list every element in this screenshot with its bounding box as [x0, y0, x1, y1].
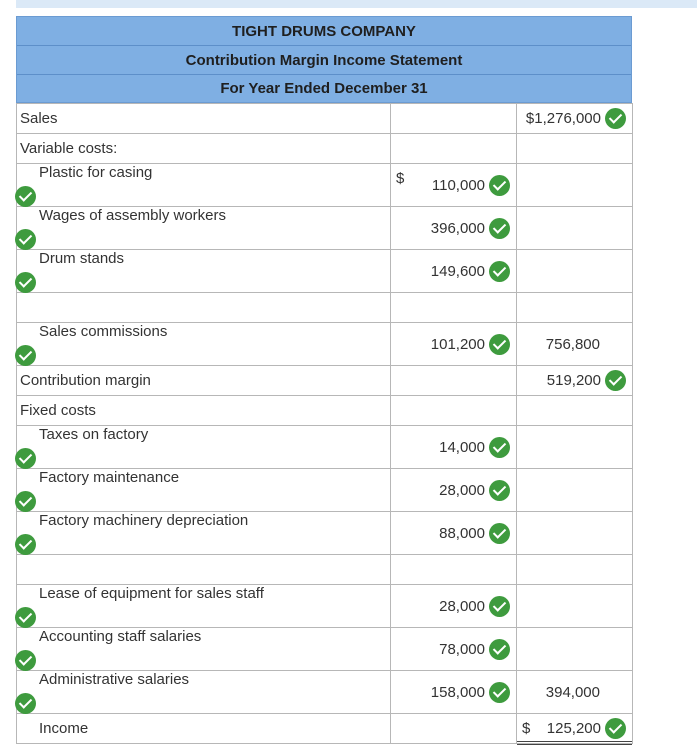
- income-total[interactable]: 125,200: [546, 720, 601, 737]
- check-circle-icon: [489, 175, 510, 196]
- table-row: [17, 426, 633, 469]
- row-label-maintenance: Factory maintenance: [39, 469, 180, 486]
- header-divider: [17, 45, 631, 46]
- table-row: [17, 555, 633, 585]
- check-circle-icon: [489, 639, 510, 660]
- depreciation-amount[interactable]: 88,000: [439, 524, 485, 542]
- check-circle-icon: [489, 334, 510, 355]
- row-label-lease: Lease of equipment for sales staff: [39, 585, 264, 602]
- check-circle-icon: [15, 491, 36, 512]
- row-label-wages: Wages of assembly workers: [39, 207, 227, 224]
- table-row: [17, 396, 633, 426]
- check-circle-icon: [489, 261, 510, 282]
- admin-amount[interactable]: 158,000: [430, 683, 485, 701]
- check-circle-icon: [15, 534, 36, 555]
- commissions-amount[interactable]: 101,200: [430, 335, 485, 353]
- row-label-stands: Drum stands: [39, 250, 125, 267]
- check-circle-icon: [605, 718, 626, 739]
- table-row: [17, 585, 633, 628]
- check-circle-icon: [15, 448, 36, 469]
- check-circle-icon: [489, 682, 510, 703]
- row-label-variable-costs: Variable costs:: [20, 140, 118, 157]
- check-circle-icon: [489, 480, 510, 501]
- dollar-sign: $: [522, 720, 531, 737]
- check-circle-icon: [15, 607, 36, 628]
- taxes-amount[interactable]: 14,000: [439, 438, 485, 456]
- row-label-depreciation: Factory machinery depreciation: [39, 512, 249, 529]
- table-row: [17, 366, 633, 396]
- company-name: TIGHT DRUMS COMPANY: [232, 23, 416, 40]
- header-divider: [17, 74, 631, 75]
- check-circle-icon: [489, 523, 510, 544]
- table-row: [17, 714, 633, 744]
- row-label-commissions: Sales commissions: [39, 323, 168, 340]
- fixed-costs-total[interactable]: 394,000: [545, 683, 600, 701]
- row-label-plastic: Plastic for casing: [39, 164, 153, 181]
- lease-amount[interactable]: 28,000: [439, 597, 485, 615]
- check-circle-icon: [15, 650, 36, 671]
- check-circle-icon: [15, 272, 36, 293]
- table-row: [17, 164, 633, 207]
- check-circle-icon: [15, 693, 36, 714]
- empty-amount-field[interactable]: [391, 293, 516, 322]
- check-circle-icon: [15, 186, 36, 207]
- row-label-admin: Administrative salaries: [39, 671, 190, 688]
- row-label-contribution-margin: Contribution margin: [20, 372, 151, 389]
- check-circle-icon: [605, 370, 626, 391]
- check-circle-icon: [489, 596, 510, 617]
- table-row: [17, 134, 633, 164]
- sales-total[interactable]: $1,276,000: [525, 110, 601, 127]
- table-row: [17, 628, 633, 671]
- check-circle-icon: [15, 345, 36, 366]
- wages-amount[interactable]: 396,000: [430, 219, 485, 237]
- row-label-sales: Sales: [20, 110, 58, 127]
- stands-amount[interactable]: 149,600: [430, 262, 485, 280]
- table-row: [17, 293, 633, 323]
- double-underline: [517, 741, 632, 745]
- row-label-accounting: Accounting staff salaries: [39, 628, 202, 645]
- statement-header: [16, 16, 632, 103]
- plastic-amount[interactable]: 110,000: [431, 176, 485, 194]
- table-row: [17, 323, 633, 366]
- table-row: [17, 512, 633, 555]
- statement-title: Contribution Margin Income Statement: [185, 52, 463, 69]
- income-statement-table: [16, 103, 633, 744]
- row-label-taxes: Taxes on factory: [39, 426, 149, 443]
- table-row: [17, 250, 633, 293]
- top-strip: [16, 0, 697, 8]
- empty-amount-field[interactable]: [391, 555, 516, 584]
- check-circle-icon: [489, 437, 510, 458]
- table-row: [17, 469, 633, 512]
- variable-costs-total[interactable]: 756,800: [545, 335, 600, 353]
- contribution-margin-total[interactable]: 519,200: [546, 372, 601, 389]
- check-circle-icon: [489, 218, 510, 239]
- dollar-sign: $: [396, 170, 405, 187]
- row-label-fixed-costs: Fixed costs: [20, 402, 96, 419]
- maintenance-amount[interactable]: 28,000: [439, 481, 485, 499]
- statement-period: For Year Ended December 31: [220, 80, 428, 97]
- table-row: [17, 671, 633, 714]
- table-row: [17, 207, 633, 250]
- check-circle-icon: [15, 229, 36, 250]
- check-circle-icon: [605, 108, 626, 129]
- accounting-amount[interactable]: 78,000: [439, 640, 485, 658]
- table-row: [17, 104, 633, 134]
- row-label-income: Income: [39, 720, 89, 737]
